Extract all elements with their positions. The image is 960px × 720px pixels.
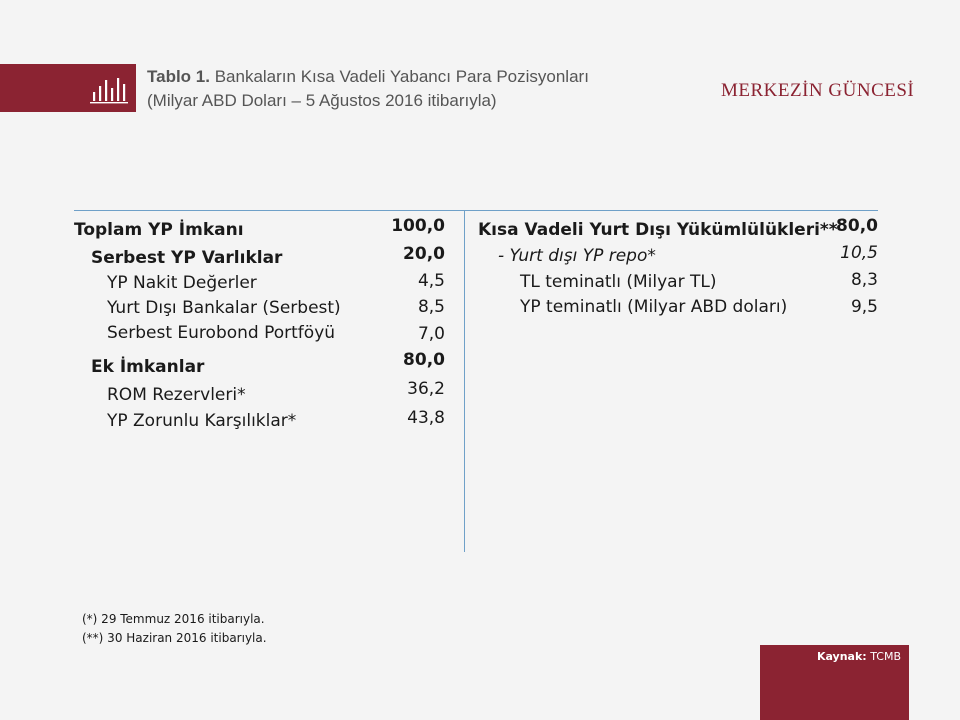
row-label-fx-reserve-requirements: YP Zorunlu Karşılıklar* [107, 411, 297, 431]
bar-chart-icon [90, 74, 130, 104]
brand-logo-text: MERKEZİN GÜNCESİ [721, 80, 915, 101]
table-top-divider [74, 210, 878, 211]
row-label-free-fx-assets: Serbest YP Varlıklar [91, 248, 283, 268]
row-value-fx-cash: 4,5 [417, 271, 445, 291]
row-label-tl-collateral: TL teminatlı (Milyar TL) [520, 272, 717, 292]
row-label-eurobond-portfolio: Serbest Eurobond Portföyü [107, 323, 336, 343]
row-value-tl-collateral: 8,3 [850, 270, 878, 290]
row-value-total-fx-capacity: 100,0 [391, 216, 445, 236]
table-center-divider [464, 210, 465, 552]
source-label: Kaynak [816, 650, 863, 663]
row-label-additional-capacity: Ek İmkanlar [91, 357, 205, 377]
row-label-fx-cash: YP Nakit Değerler [107, 273, 257, 293]
row-label-rom-reserves: ROM Rezervleri* [107, 385, 246, 405]
row-value-free-fx-assets: 20,0 [403, 244, 445, 264]
row-value-additional-capacity: 80,0 [403, 350, 445, 370]
row-label-fx-repo: - Yurt dışı YP repo* [498, 246, 656, 266]
source-separator: : [862, 650, 867, 663]
row-value-eurobond-portfolio: 7,0 [417, 324, 445, 344]
table-subtitle: (Milyar ABD Doları – 5 Ağustos 2016 itibarıyla) [147, 91, 497, 110]
footnote-1: (*) 29 Temmuz 2016 itibarıyla. [82, 612, 265, 626]
row-label-fx-collateral: YP teminatlı (Milyar ABD doları) [520, 297, 788, 317]
row-label-total-fx-capacity: Toplam YP İmkanı [74, 220, 244, 240]
table-title [147, 67, 589, 87]
source-value: TCMB [866, 650, 901, 663]
source-line [817, 650, 901, 663]
row-value-rom-reserves: 36,2 [407, 379, 445, 399]
table-title-label: Tablo 1. [147, 67, 210, 86]
row-value-foreign-banks: 8,5 [417, 297, 445, 317]
row-label-short-term-external-debt: Kısa Vadeli Yurt Dışı Yükümlülükleri** [478, 220, 838, 240]
row-value-fx-collateral: 9,5 [850, 297, 878, 317]
row-value-short-term-external-debt: 80,0 [836, 216, 878, 236]
row-label-foreign-banks: Yurt Dışı Bankalar (Serbest) [107, 298, 341, 318]
row-value-fx-repo: 10,5 [840, 243, 878, 263]
table-title-text: Bankaların Kısa Vadeli Yabancı Para Pozisyonları [209, 67, 589, 86]
row-value-fx-reserve-requirements: 43,8 [407, 408, 445, 428]
footnote-2: (**) 30 Haziran 2016 itibarıyla. [82, 631, 267, 645]
source-box [760, 645, 909, 720]
